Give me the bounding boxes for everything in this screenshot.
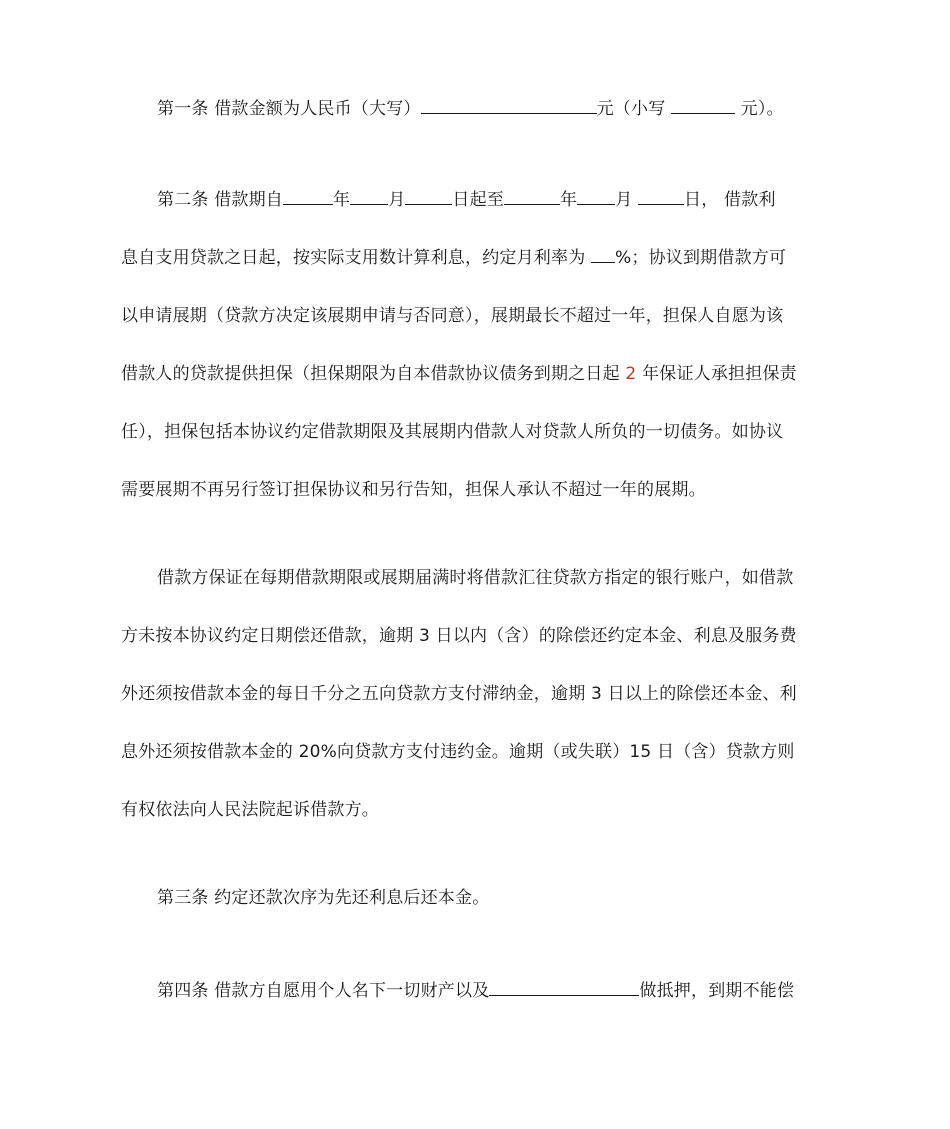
article-2-line-4	[121, 345, 833, 403]
start-day-blank[interactable]	[405, 190, 452, 205]
article-2-line-3: 以申请展期（贷款方决定该展期申请与否同意），展期最长不超过一年，担保人自愿为该	[121, 306, 784, 326]
start-year-blank[interactable]	[283, 190, 333, 205]
article-1-line	[121, 80, 833, 138]
interest-text-tail: %；协议到期借款方可	[615, 248, 787, 268]
year-label: 年	[333, 190, 351, 210]
monthly-rate-blank[interactable]	[591, 248, 615, 263]
month-label-2: 月	[615, 190, 633, 210]
article-1	[121, 80, 833, 138]
year-label-2: 年	[560, 190, 578, 210]
collateral-blank[interactable]	[489, 981, 639, 996]
article-1-mid: 元（小写	[596, 99, 666, 119]
article-2-line-2	[121, 229, 833, 287]
article-1-prefix: 第一条 借款金额为人民币（大写）	[157, 99, 421, 119]
article-2-line-1	[121, 171, 833, 229]
repayment-line-5: 有权依法向人民法院起诉借款方。	[121, 800, 379, 820]
article-4-suffix: 做抵押，到期不能偿	[639, 981, 795, 1001]
repayment-clause	[121, 549, 833, 839]
end-month-blank[interactable]	[577, 190, 615, 205]
repayment-line-3: 外还须按借款本金的每日千分之五向贷款方支付滞纳金，逾期 3 日以上的除偿还本金、利	[121, 684, 797, 704]
article-2-line-5: 任），担保包括本协议约定借款期限及其展期内借款人对贷款人所负的一切债务。如协议	[121, 422, 784, 442]
article-3	[121, 869, 833, 927]
start-month-blank[interactable]	[350, 190, 388, 205]
day-tail-label: 日， 借款利	[684, 190, 776, 210]
article-4-line	[121, 962, 833, 1020]
amount-uppercase-blank[interactable]	[421, 99, 597, 114]
day-from-label: 日起至	[452, 190, 505, 210]
article-4-prefix: 第四条 借款方自愿用个人名下一切财产以及	[157, 981, 490, 1001]
guarantee-years: 2	[625, 364, 637, 384]
amount-lowercase-blank[interactable]	[671, 99, 735, 114]
interest-text: 息自支用贷款之日起，按实际支用数计算利息，约定月利率为	[121, 248, 586, 268]
article-3-line: 第三条 约定还款次序为先还利息后还本金。	[157, 888, 490, 908]
guarantee-text-tail: 年保证人承担担保责	[642, 364, 797, 384]
article-2-lead: 第二条 借款期自	[157, 190, 284, 210]
article-2-line-6: 需要展期不再另行签订担保协议和另行告知，担保人承认不超过一年的展期。	[121, 480, 706, 500]
repayment-line-4: 息外还须按借款本金的 20%向贷款方支付违约金。逾期（或失联）15 日（含）贷款方则	[121, 742, 795, 762]
end-year-blank[interactable]	[504, 190, 560, 205]
repayment-line-2: 方未按本协议约定日期偿还借款，逾期 3 日以内（含）的除偿还约定本金、利息及服务费	[121, 626, 797, 646]
article-2	[121, 171, 833, 519]
article-4	[121, 962, 833, 1020]
article-1-suffix: 元）。	[740, 99, 784, 119]
end-day-blank[interactable]	[638, 190, 684, 205]
guarantee-text: 借款人的贷款提供担保（担保期限为自本借款协议债务到期之日起	[121, 364, 620, 384]
repayment-line-1: 借款方保证在每期借款期限或展期届满时将借款汇往贷款方指定的银行账户，如借款	[157, 568, 794, 588]
month-label: 月	[388, 190, 406, 210]
